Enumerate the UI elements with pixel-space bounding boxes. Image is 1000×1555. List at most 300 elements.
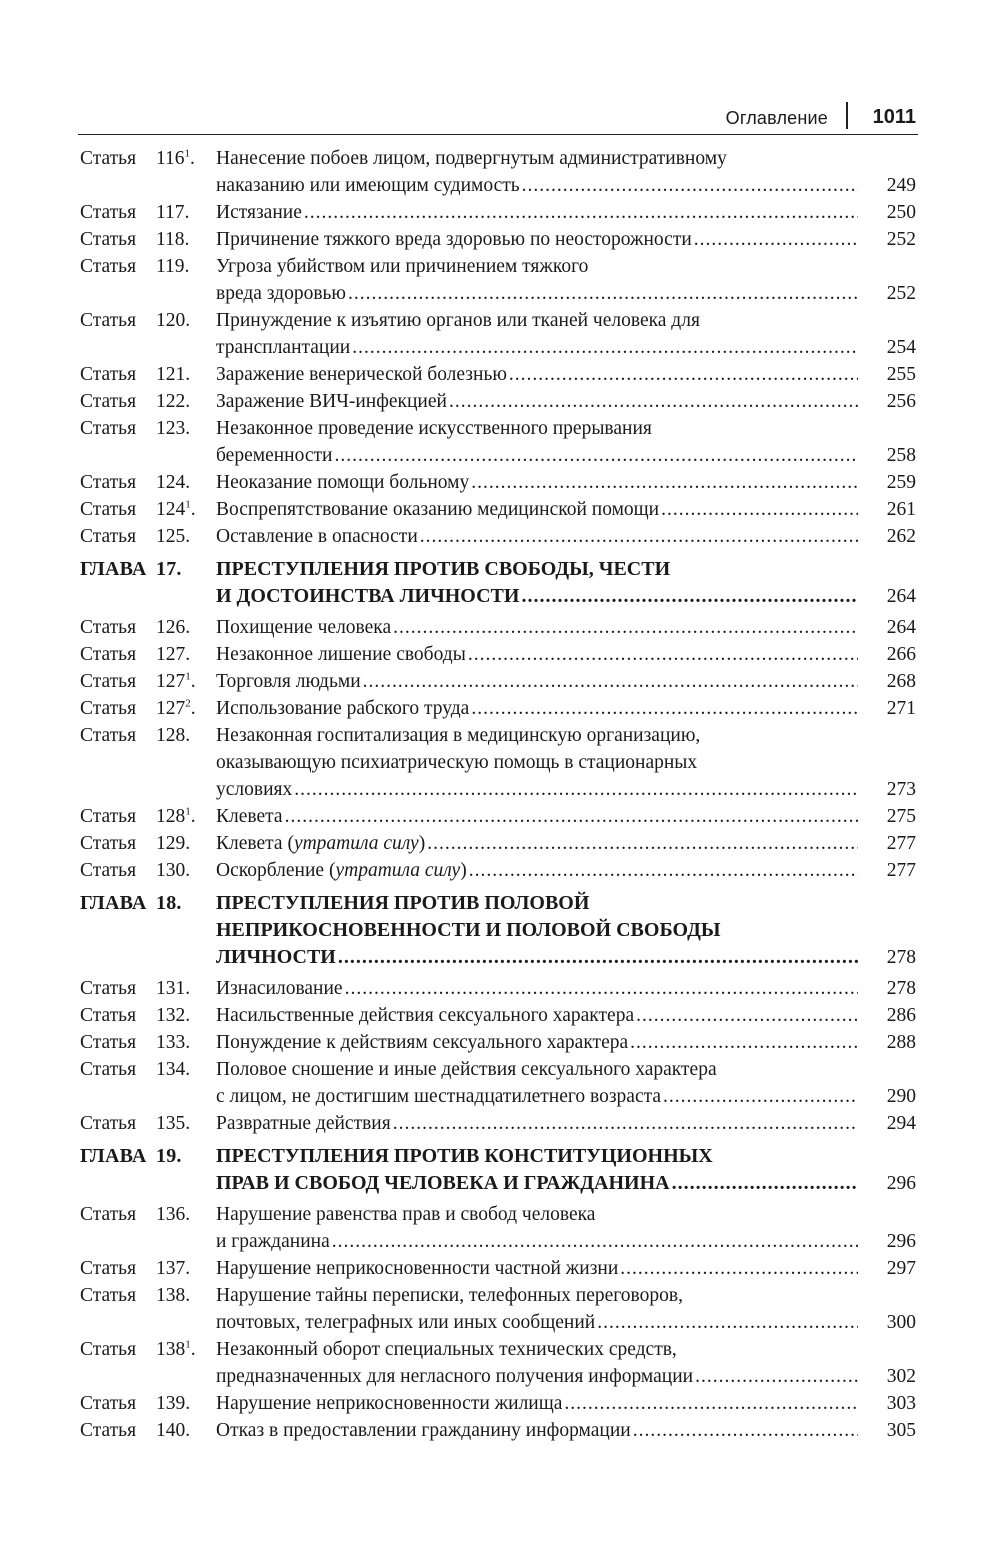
entry-title-text: Истязание bbox=[216, 202, 302, 223]
entry-line bbox=[216, 722, 916, 749]
entry-body bbox=[216, 1417, 916, 1444]
entry-label-word: Статья bbox=[80, 472, 137, 493]
entry-body bbox=[216, 1056, 916, 1110]
dot-leader bbox=[418, 523, 858, 550]
entry-line bbox=[216, 172, 916, 199]
entry-body bbox=[216, 890, 916, 971]
entry-label-word: Статья bbox=[80, 148, 137, 169]
toc-article[interactable] bbox=[80, 1282, 916, 1336]
toc-article[interactable] bbox=[80, 1056, 916, 1110]
entry-title-text: оказывающую психиатрическую помощь в стационарных bbox=[216, 752, 698, 773]
entry-title-text: ЛИЧНОСТИ bbox=[216, 946, 336, 968]
entry-body bbox=[216, 307, 916, 361]
entry-line bbox=[216, 442, 916, 469]
toc-chapter[interactable] bbox=[80, 1143, 916, 1197]
entry-number: 139 bbox=[156, 1393, 186, 1414]
entry-title-text: трансплантации bbox=[216, 337, 351, 358]
entry-body bbox=[216, 641, 916, 668]
entry-line bbox=[216, 388, 916, 415]
toc-article[interactable] bbox=[80, 361, 916, 388]
table-of-contents bbox=[80, 145, 916, 1444]
entry-title-text: Незаконное лишение свободы bbox=[216, 644, 466, 665]
entry-number: 122 bbox=[156, 391, 186, 412]
dot-leader bbox=[391, 1110, 858, 1137]
entry-body bbox=[216, 1201, 916, 1255]
entry-label-word: Статья bbox=[80, 1113, 137, 1134]
entry-line bbox=[216, 226, 916, 253]
entry-label-word: Статья bbox=[80, 1285, 137, 1306]
entry-page-number[interactable]: 262 bbox=[886, 526, 916, 547]
entry-title-text: Оскорбление (утратила силу) bbox=[216, 860, 467, 881]
entry-label: Статья 136. bbox=[80, 1201, 216, 1228]
toc-article[interactable] bbox=[80, 199, 916, 226]
entry-label-word: Статья bbox=[80, 833, 137, 854]
toc-article[interactable] bbox=[80, 307, 916, 361]
entry-label: Статья $116^1$. bbox=[80, 145, 216, 172]
entry-number: 17 bbox=[156, 558, 177, 580]
entry-number: 128 bbox=[156, 806, 186, 827]
entry-page-number[interactable]: 278 bbox=[886, 947, 916, 968]
toc-article[interactable] bbox=[80, 803, 916, 830]
entry-line bbox=[216, 199, 916, 226]
entry-label: Статья 124. bbox=[80, 469, 216, 496]
entry-title-text: беременности bbox=[216, 445, 333, 466]
entry-label-word: Статья bbox=[80, 671, 137, 692]
entry-page-number[interactable]: 294 bbox=[886, 1113, 916, 1134]
entry-label: Статья 140. bbox=[80, 1417, 216, 1444]
entry-title-text: Нанесение побоев лицом, подвергнутым административному bbox=[216, 148, 727, 169]
entry-page-number[interactable]: 264 bbox=[886, 586, 916, 607]
entry-page-number[interactable]: 255 bbox=[886, 364, 916, 385]
entry-page-number[interactable]: 290 bbox=[886, 1086, 916, 1107]
dot-leader bbox=[336, 944, 858, 971]
entry-title-text: Использование рабского труда bbox=[216, 698, 470, 719]
entry-number: 128 bbox=[156, 725, 186, 746]
dot-leader bbox=[507, 361, 858, 388]
entry-number: 133 bbox=[156, 1032, 186, 1053]
dot-leader bbox=[562, 1390, 858, 1417]
dot-leader bbox=[391, 614, 858, 641]
entry-body bbox=[216, 1336, 916, 1390]
entry-number: 117 bbox=[156, 202, 185, 223]
dot-leader bbox=[595, 1309, 858, 1336]
entry-number: 119 bbox=[156, 256, 185, 277]
entry-label-word: Статья bbox=[80, 1339, 137, 1360]
entry-body bbox=[216, 253, 916, 307]
entry-line bbox=[216, 1282, 916, 1309]
entry-title-text: Принуждение к изъятию органов или тканей человека для bbox=[216, 310, 700, 331]
entry-body bbox=[216, 857, 916, 884]
entry-label-word: Статья bbox=[80, 978, 137, 999]
entry-page-number[interactable]: 268 bbox=[886, 671, 916, 692]
entry-page-number[interactable]: 261 bbox=[886, 499, 916, 520]
entry-page-number[interactable]: 296 bbox=[886, 1173, 916, 1194]
entry-label: Статья 130. bbox=[80, 857, 216, 884]
entry-page-number[interactable]: 266 bbox=[886, 644, 916, 665]
toc-article[interactable] bbox=[80, 1255, 916, 1282]
entry-label-word: Статья bbox=[80, 1258, 137, 1279]
dot-leader bbox=[425, 830, 858, 857]
entry-line bbox=[216, 496, 916, 523]
entry-line bbox=[216, 280, 916, 307]
entry-number-superscript: 1 bbox=[184, 147, 191, 160]
entry-label: Статья 123. bbox=[80, 415, 216, 442]
toc-article[interactable] bbox=[80, 496, 916, 523]
entry-line bbox=[216, 803, 916, 830]
entry-body bbox=[216, 361, 916, 388]
entry-label: Статья 135. bbox=[80, 1110, 216, 1137]
entry-label-word: Статья bbox=[80, 860, 137, 881]
entry-line bbox=[216, 1201, 916, 1228]
entry-label: Статья 131. bbox=[80, 975, 216, 1002]
toc-article[interactable] bbox=[80, 1201, 916, 1255]
entry-label: Статья 126. bbox=[80, 614, 216, 641]
dot-leader bbox=[659, 496, 858, 523]
entry-page-number[interactable]: 252 bbox=[886, 283, 916, 304]
entry-label-word: Статья bbox=[80, 1393, 137, 1414]
toc-article[interactable] bbox=[80, 1002, 916, 1029]
entry-title-text: Нарушение равенства прав и свобод человека bbox=[216, 1204, 596, 1225]
entry-title-text: Нарушение тайны переписки, телефонных переговоров, bbox=[216, 1285, 683, 1306]
entry-number: 127 bbox=[156, 698, 186, 719]
entry-line bbox=[216, 668, 916, 695]
page-number: 1011 bbox=[872, 106, 916, 128]
entry-number: 126 bbox=[156, 617, 186, 638]
entry-title-text: Насильственные действия сексуального характера bbox=[216, 1005, 635, 1026]
entry-title-text: Отказ в предоставлении гражданину информации bbox=[216, 1420, 631, 1441]
entry-line bbox=[216, 1002, 916, 1029]
entry-title-text: Половое сношение и иные действия сексуального характера bbox=[216, 1059, 717, 1080]
entry-label-word: Статья bbox=[80, 229, 137, 250]
entry-body bbox=[216, 145, 916, 199]
entry-label: ГЛАВА 18. bbox=[80, 890, 216, 917]
entry-line bbox=[216, 695, 916, 722]
entry-title-text: ПРЕСТУПЛЕНИЯ ПРОТИВ ПОЛОВОЙ bbox=[216, 892, 590, 914]
entry-line bbox=[216, 975, 916, 1002]
entry-title-text: ПРАВ И СВОБОД ЧЕЛОВЕКА И ГРАЖДАНИНА bbox=[216, 1172, 670, 1194]
entry-title-text: Незаконный оборот специальных технических средств, bbox=[216, 1339, 677, 1360]
entry-number: 127 bbox=[156, 644, 186, 665]
entry-title-text: условиях bbox=[216, 779, 293, 800]
entry-label-word: Статья bbox=[80, 364, 137, 385]
entry-label: ГЛАВА 19. bbox=[80, 1143, 216, 1170]
dot-leader bbox=[466, 641, 858, 668]
entry-label-word: Статья bbox=[80, 526, 137, 547]
entry-title-text: И ДОСТОИНСТВА ЛИЧНОСТИ bbox=[216, 585, 520, 607]
entry-page-number[interactable]: 300 bbox=[886, 1312, 916, 1333]
entry-line bbox=[216, 1029, 916, 1056]
dot-leader bbox=[343, 975, 858, 1002]
dot-leader bbox=[332, 442, 858, 469]
entry-number: 129 bbox=[156, 833, 186, 854]
entry-label-word: Статья bbox=[80, 1204, 137, 1225]
entry-page-number[interactable]: 288 bbox=[886, 1032, 916, 1053]
dot-leader bbox=[628, 1029, 858, 1056]
entry-body bbox=[216, 1390, 916, 1417]
entry-body bbox=[216, 668, 916, 695]
entry-page-number[interactable]: 259 bbox=[886, 472, 916, 493]
entry-line bbox=[216, 556, 916, 583]
entry-label: Статья 133. bbox=[80, 1029, 216, 1056]
toc-article[interactable] bbox=[80, 975, 916, 1002]
entry-body bbox=[216, 226, 916, 253]
entry-page-number[interactable]: 254 bbox=[886, 337, 916, 358]
entry-label: Статья $128^1$. bbox=[80, 803, 216, 830]
entry-label-word: Статья bbox=[80, 725, 137, 746]
toc-article[interactable] bbox=[80, 695, 916, 722]
entry-line bbox=[216, 1056, 916, 1083]
entry-page-number[interactable]: 273 bbox=[886, 779, 916, 800]
entry-number: 138 bbox=[156, 1285, 186, 1306]
entry-label-word: Статья bbox=[80, 310, 137, 331]
dot-leader bbox=[346, 280, 858, 307]
toc-article[interactable] bbox=[80, 469, 916, 496]
entry-title-text: Угроза убийством или причинением тяжкого bbox=[216, 256, 589, 277]
entry-label: Статья 139. bbox=[80, 1390, 216, 1417]
entry-title-text: Незаконное проведение искусственного прерывания bbox=[216, 418, 652, 439]
toc-article[interactable] bbox=[80, 253, 916, 307]
entry-body bbox=[216, 614, 916, 641]
entry-label-word: Статья bbox=[80, 391, 137, 412]
entry-label: Статья 137. bbox=[80, 1255, 216, 1282]
toc-article[interactable] bbox=[80, 1029, 916, 1056]
toc-article[interactable] bbox=[80, 1417, 916, 1444]
entry-line bbox=[216, 1143, 916, 1170]
entry-line bbox=[216, 857, 916, 884]
entry-title-text: Торговля людьми bbox=[216, 671, 361, 692]
toc-article[interactable] bbox=[80, 523, 916, 550]
entry-number: 132 bbox=[156, 1005, 186, 1026]
toc-article[interactable] bbox=[80, 614, 916, 641]
entry-body bbox=[216, 556, 916, 610]
entry-number: 138 bbox=[156, 1339, 186, 1360]
dot-leader bbox=[618, 1255, 858, 1282]
entry-label-word: Статья bbox=[80, 698, 137, 719]
toc-chapter[interactable] bbox=[80, 890, 916, 971]
entry-number: 118 bbox=[156, 229, 185, 250]
entry-line bbox=[216, 1228, 916, 1255]
entry-label: Статья 120. bbox=[80, 307, 216, 334]
entry-body bbox=[216, 469, 916, 496]
entry-label: Статья 119. bbox=[80, 253, 216, 280]
toc-article[interactable] bbox=[80, 145, 916, 199]
entry-page-number[interactable]: 302 bbox=[886, 1366, 916, 1387]
entry-line bbox=[216, 1083, 916, 1110]
entry-line bbox=[216, 334, 916, 361]
entry-body bbox=[216, 1029, 916, 1056]
entry-label: Статья 117. bbox=[80, 199, 216, 226]
entry-label-word: Статья bbox=[80, 1059, 137, 1080]
dot-leader bbox=[292, 776, 858, 803]
entry-line bbox=[216, 1390, 916, 1417]
entry-label-word: Статья bbox=[80, 1032, 137, 1053]
entry-label: Статья $127^1$. bbox=[80, 668, 216, 695]
entry-title-text: Изнасилование bbox=[216, 978, 343, 999]
entry-line bbox=[216, 1170, 916, 1197]
entry-page-number[interactable]: 250 bbox=[886, 202, 916, 223]
dot-leader bbox=[330, 1228, 858, 1255]
entry-title-text: Воспрепятствование оказанию медицинской помощи bbox=[216, 499, 660, 520]
entry-label: Статья $127^2$. bbox=[80, 695, 216, 722]
entry-title-text: Причинение тяжкого вреда здоровью по неосторожности bbox=[216, 229, 692, 250]
running-title: Оглавление bbox=[725, 108, 828, 128]
entry-title-text: Клевета (утратила силу) bbox=[216, 833, 426, 854]
dot-leader bbox=[670, 1170, 858, 1197]
dot-leader bbox=[634, 1002, 858, 1029]
entry-page-number[interactable]: 277 bbox=[886, 833, 916, 854]
entry-page-number[interactable]: 252 bbox=[886, 229, 916, 250]
dot-leader bbox=[467, 857, 858, 884]
toc-article[interactable] bbox=[80, 226, 916, 253]
entry-line bbox=[216, 307, 916, 334]
entry-line bbox=[216, 641, 916, 668]
entry-page-number[interactable]: 249 bbox=[886, 175, 916, 196]
entry-number: 140 bbox=[156, 1420, 186, 1441]
entry-label: Статья 125. bbox=[80, 523, 216, 550]
entry-note: утратила силу bbox=[335, 860, 461, 881]
entry-label: Статья 128. bbox=[80, 722, 216, 749]
entry-number: 120 bbox=[156, 310, 186, 331]
entry-line bbox=[216, 614, 916, 641]
entry-page-number[interactable]: 286 bbox=[886, 1005, 916, 1026]
entry-line bbox=[216, 253, 916, 280]
entry-page-number[interactable]: 297 bbox=[886, 1258, 916, 1279]
entry-title-text: Неоказание помощи больному bbox=[216, 472, 470, 493]
entry-label: Статья 121. bbox=[80, 361, 216, 388]
entry-line bbox=[216, 1309, 916, 1336]
entry-title-text: Нарушение неприкосновенности частной жизни bbox=[216, 1258, 619, 1279]
entry-title-text: Нарушение неприкосновенности жилища bbox=[216, 1393, 563, 1414]
toc-article[interactable] bbox=[80, 388, 916, 415]
entry-body bbox=[216, 830, 916, 857]
entry-number-superscript: 1 bbox=[185, 1338, 191, 1351]
entry-label-word: Статья bbox=[80, 806, 137, 827]
toc-article[interactable] bbox=[80, 722, 916, 803]
entry-label-word: Статья bbox=[80, 418, 137, 439]
entry-body bbox=[216, 1002, 916, 1029]
entry-body bbox=[216, 388, 916, 415]
entry-number: 134 bbox=[156, 1059, 186, 1080]
entry-number: 127 bbox=[156, 671, 186, 692]
entry-label: Статья 118. bbox=[80, 226, 216, 253]
toc-article[interactable] bbox=[80, 1336, 916, 1390]
entry-number: 124 bbox=[156, 472, 186, 493]
toc-article[interactable] bbox=[80, 830, 916, 857]
entry-body bbox=[216, 496, 916, 523]
entry-note: утратила силу bbox=[293, 833, 419, 854]
entry-label-word: ГЛАВА bbox=[80, 558, 147, 580]
entry-line bbox=[216, 1110, 916, 1137]
dot-leader bbox=[283, 803, 858, 830]
entry-label-word: Статья bbox=[80, 1420, 137, 1441]
entry-number: 121 bbox=[156, 364, 186, 385]
entry-page-number[interactable]: 256 bbox=[886, 391, 916, 412]
dot-leader bbox=[361, 668, 858, 695]
entry-page-number[interactable]: 277 bbox=[886, 860, 916, 881]
entry-label: Статья $138^1$. bbox=[80, 1336, 216, 1363]
entry-line bbox=[216, 776, 916, 803]
dot-leader bbox=[469, 695, 858, 722]
toc-article[interactable] bbox=[80, 415, 916, 469]
entry-label: Статья 129. bbox=[80, 830, 216, 857]
entry-title-text: предназначенных для негласного получения информации bbox=[216, 1366, 694, 1387]
entry-number-superscript: 2 bbox=[185, 697, 191, 710]
entry-page-number[interactable]: 305 bbox=[886, 1420, 916, 1441]
entry-number-superscript: 1 bbox=[185, 670, 191, 683]
entry-title-text: и гражданина bbox=[216, 1231, 330, 1252]
entry-title-text: ПРЕСТУПЛЕНИЯ ПРОТИВ КОНСТИТУЦИОННЫХ bbox=[216, 1145, 713, 1167]
entry-body bbox=[216, 415, 916, 469]
entry-body bbox=[216, 1110, 916, 1137]
entry-title-text: вреда здоровью bbox=[216, 283, 346, 304]
entry-label: Статья 134. bbox=[80, 1056, 216, 1083]
entry-body bbox=[216, 1255, 916, 1282]
entry-title-text: Заражение ВИЧ-инфекцией bbox=[216, 391, 447, 412]
toc-article[interactable] bbox=[80, 1390, 916, 1417]
entry-page-number[interactable]: 258 bbox=[886, 445, 916, 466]
entry-page-number[interactable]: 296 bbox=[886, 1231, 916, 1252]
entry-line bbox=[216, 361, 916, 388]
entry-page-number[interactable]: 275 bbox=[886, 806, 916, 827]
entry-label-word: Статья bbox=[80, 617, 137, 638]
toc-article[interactable] bbox=[80, 857, 916, 884]
toc-article[interactable] bbox=[80, 1110, 916, 1137]
entry-title-text: Развратные действия bbox=[216, 1113, 391, 1134]
entry-number: 125 bbox=[156, 526, 186, 547]
entry-body bbox=[216, 722, 916, 803]
entry-line bbox=[216, 944, 916, 971]
entry-number: 19 bbox=[156, 1145, 177, 1167]
entry-line bbox=[216, 890, 916, 917]
entry-number-superscript: 1 bbox=[185, 805, 191, 818]
toc-chapter[interactable] bbox=[80, 556, 916, 610]
entry-label-word: Статья bbox=[80, 499, 137, 520]
entry-page-number[interactable]: 278 bbox=[886, 978, 916, 999]
running-header bbox=[78, 100, 918, 135]
entry-title-text: Заражение венерической болезнью bbox=[216, 364, 507, 385]
entry-line bbox=[216, 583, 916, 610]
entry-body bbox=[216, 803, 916, 830]
entry-number: 130 bbox=[156, 860, 186, 881]
dot-leader bbox=[302, 199, 858, 226]
entry-page-number[interactable]: 264 bbox=[886, 617, 916, 638]
entry-line bbox=[216, 1336, 916, 1363]
dot-leader bbox=[692, 226, 858, 253]
dot-leader bbox=[350, 334, 858, 361]
entry-body bbox=[216, 975, 916, 1002]
entry-title-text: Клевета bbox=[216, 806, 283, 827]
entry-number-superscript: 1 bbox=[185, 498, 191, 511]
entry-number: 136 bbox=[156, 1204, 186, 1225]
entry-title-text: с лицом, не достигшим шестнадцатилетнего возраста bbox=[216, 1086, 662, 1107]
entry-label: Статья 132. bbox=[80, 1002, 216, 1029]
entry-title-text: Понуждение к действиям сексуального характера bbox=[216, 1032, 629, 1053]
toc-article[interactable] bbox=[80, 641, 916, 668]
entry-label: Статья $124^1$. bbox=[80, 496, 216, 523]
entry-label-word: Статья bbox=[80, 644, 137, 665]
entry-body bbox=[216, 1282, 916, 1336]
entry-line bbox=[216, 917, 916, 944]
entry-page-number[interactable]: 271 bbox=[886, 698, 916, 719]
entry-line bbox=[216, 1417, 916, 1444]
entry-number: 123 bbox=[156, 418, 186, 439]
toc-article[interactable] bbox=[80, 668, 916, 695]
entry-page-number[interactable]: 303 bbox=[886, 1393, 916, 1414]
entry-line bbox=[216, 469, 916, 496]
dot-leader bbox=[469, 469, 858, 496]
dot-leader bbox=[447, 388, 858, 415]
entry-number: 18 bbox=[156, 892, 177, 914]
